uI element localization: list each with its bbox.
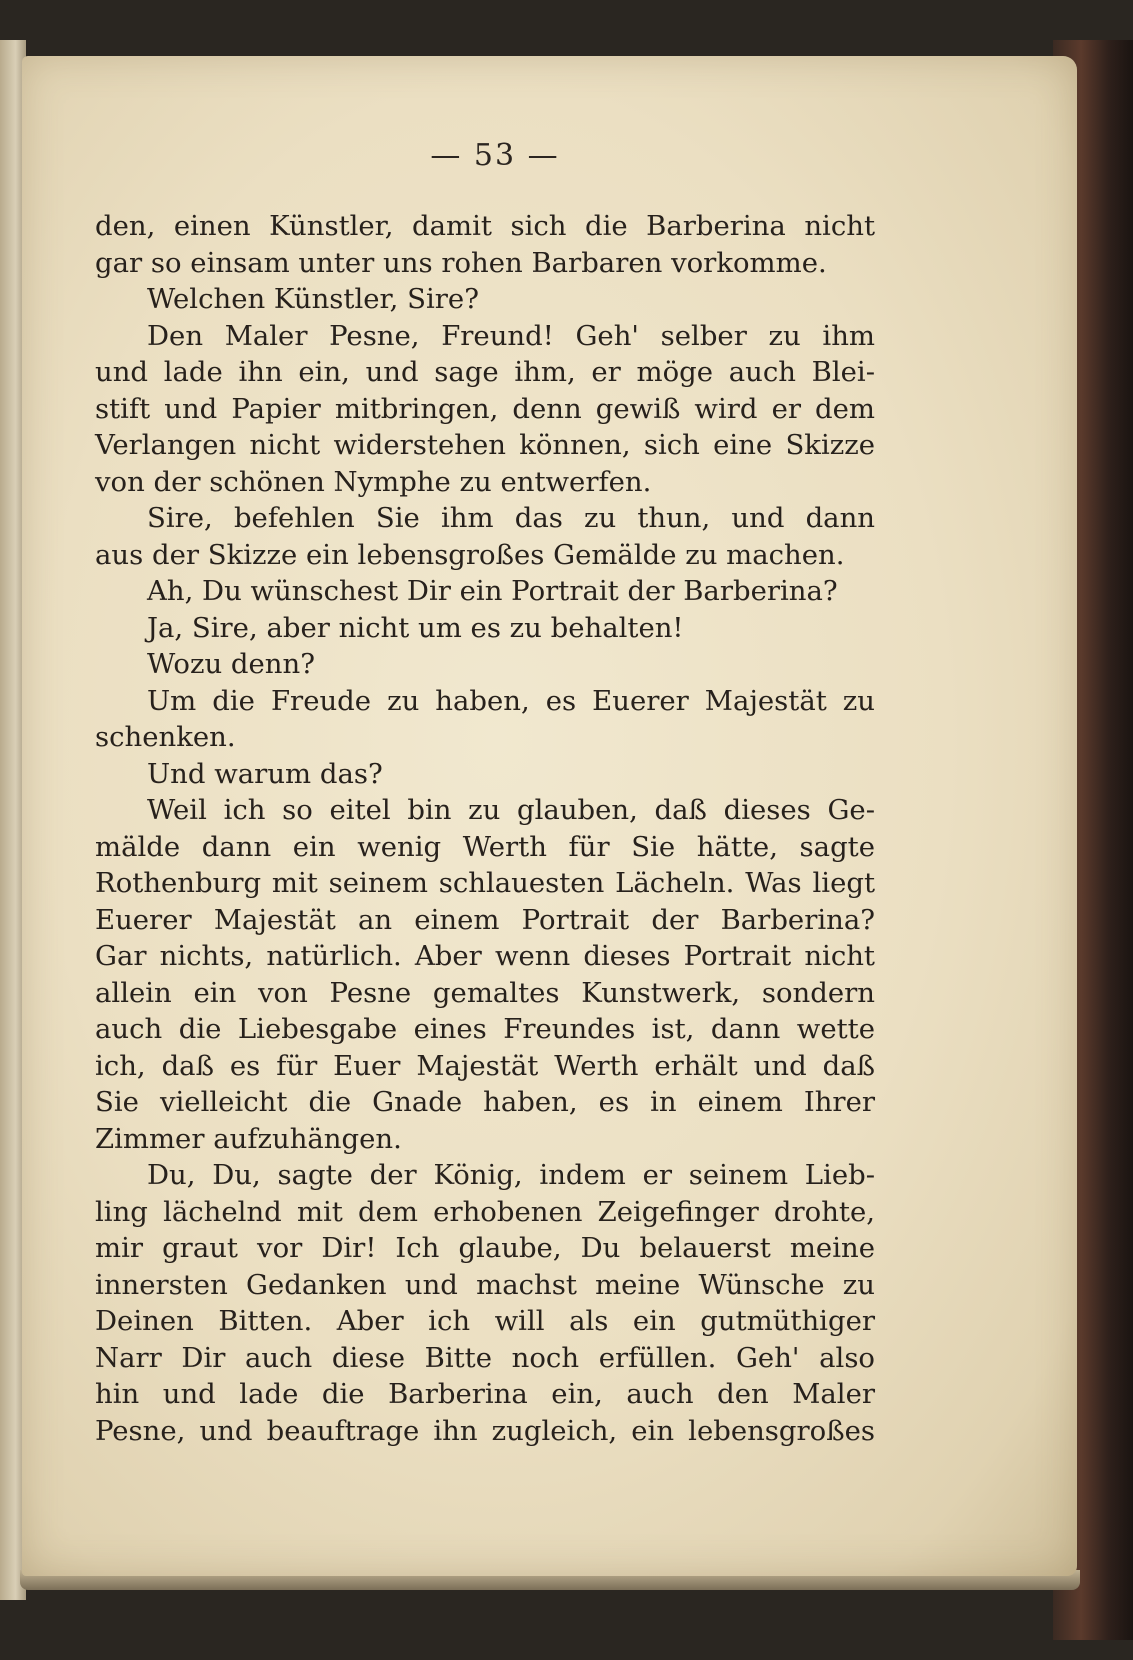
page-number: — 53 —	[430, 138, 560, 173]
text-line: Gar nichts, natürlich. Aber wenn dieses Portrait nicht	[95, 940, 875, 972]
text-line: Narr Dir auch diese Bitte noch erfüllen. Geh' also	[95, 1341, 875, 1374]
page-body-text	[95, 208, 875, 1449]
text-line: stift und Papier mitbringen, denn gewiß wird er dem	[95, 392, 875, 425]
text-line: Sire, befehlen Sie ihm das zu thun, und dann	[147, 502, 875, 534]
text-line: Pesne, und beauftrage ihn zugleich, ein lebensgroßes	[95, 1414, 875, 1447]
text-line: Und warum das?	[147, 757, 383, 790]
text-line: aus der Skizze ein lebensgroßes Gemälde zu machen.	[95, 538, 845, 571]
text-line: schenken.	[95, 721, 236, 753]
text-line: innersten Gedanken und machst meine Wünsche zu	[95, 1268, 875, 1301]
text-line: mälde dann ein wenig Werth für Sie hätte, sagte	[95, 830, 875, 863]
text-line: und lade ihn ein, und sage ihm, er möge auch Blei-	[95, 356, 875, 388]
text-line: Welchen Künstler, Sire?	[147, 283, 479, 315]
text-line: auch die Liebesgabe eines Freundes ist, dann wette	[95, 1013, 875, 1045]
text-line: Wozu denn?	[147, 648, 315, 680]
text-line: Euerer Majestät an einem Portrait der Barberina?	[95, 903, 875, 936]
text-line: Verlangen nicht widerstehen können, sich eine Skizze	[95, 429, 875, 461]
text-line: Du, Du, sagte der König, indem er seinem Lieb-	[147, 1159, 875, 1191]
text-line: Weil ich so eitel bin zu glauben, daß dieses Ge-	[147, 794, 875, 826]
text-line: mir graut vor Dir! Ich glaube, Du belauerst meine	[95, 1232, 875, 1264]
text-line: hin und lade die Barberina ein, auch den Maler	[95, 1378, 875, 1410]
text-line: den, einen Künstler, damit sich die Barberina nicht	[95, 210, 875, 242]
text-line: ling lächelnd mit dem erhobenen Zeigefinger drohte,	[95, 1195, 875, 1228]
text-line: Zimmer aufzuhängen.	[95, 1122, 402, 1155]
text-line: Ja, Sire, aber nicht um es zu behalten!	[147, 611, 684, 644]
text-line: ich, daß es für Euer Majestät Werth erhält und daß	[95, 1049, 875, 1082]
text-line: Deinen Bitten. Aber ich will als ein gutmüthiger	[95, 1305, 875, 1337]
text-line: allein ein von Pesne gemaltes Kunstwerk, sondern	[95, 976, 875, 1009]
text-line: Ah, Du wünschest Dir ein Portrait der Barberina?	[147, 575, 838, 607]
text-line: Rothenburg mit seinem schlauesten Lächeln. Was liegt	[95, 867, 875, 899]
text-line: Um die Freude zu haben, es Euerer Majestät zu	[147, 684, 875, 717]
text-line: von der schönen Nymphe zu entwerfen.	[95, 465, 652, 498]
text-line: Sie vielleicht die Gnade haben, es in einem Ihrer	[95, 1086, 875, 1118]
text-line: Den Maler Pesne, Freund! Geh' selber zu ihm	[147, 319, 875, 352]
text-line: gar so einsam unter uns rohen Barbaren vorkomme.	[95, 246, 827, 279]
